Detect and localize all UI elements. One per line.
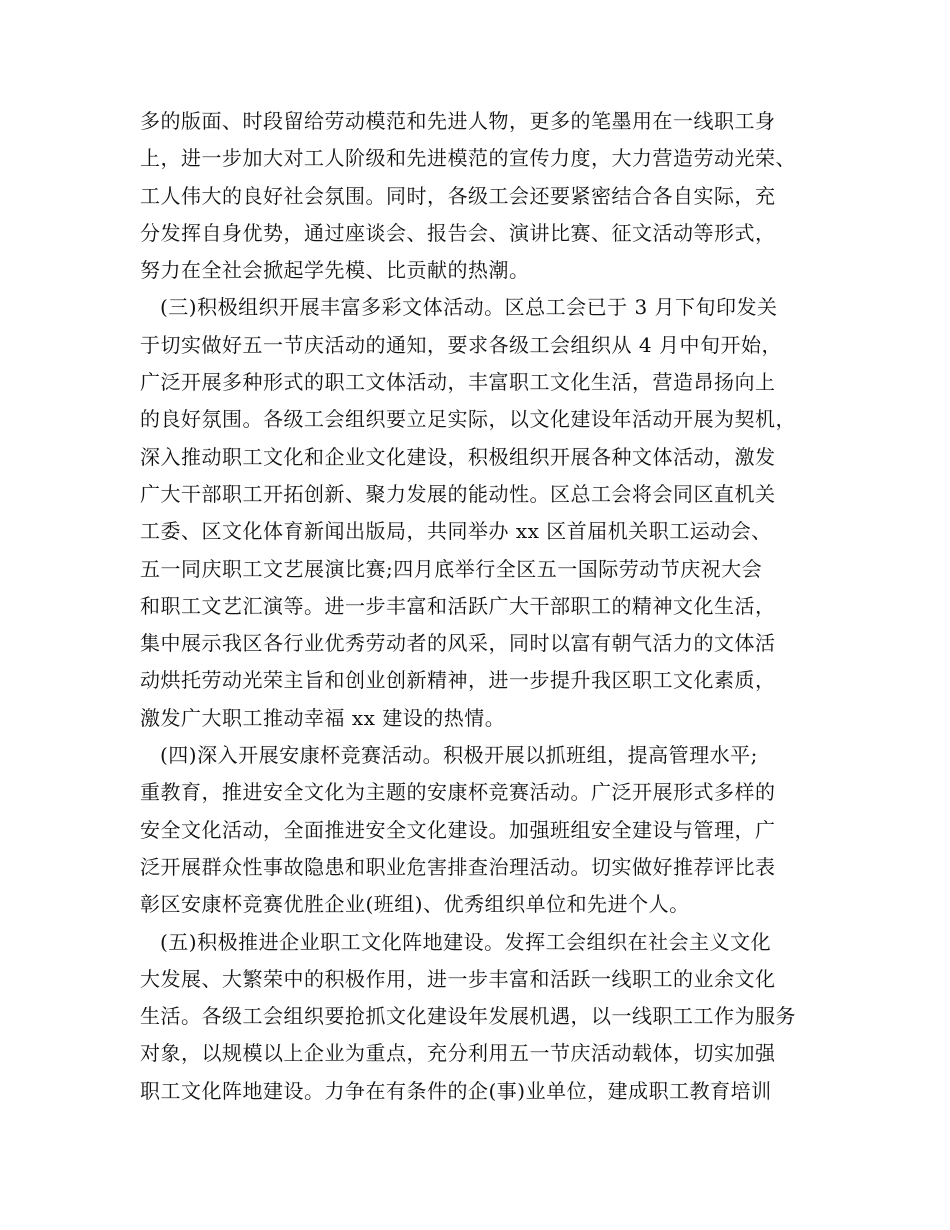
text-line: 和职工文艺汇演等。进一步丰富和活跃广大干部职工的精神文化生活， [140, 593, 776, 618]
text-line: 大发展、大繁荣中的积极作用，进一步丰富和活跃一线职工的业余文化 [140, 966, 776, 991]
text-line: 安全文化活动，全面推进安全文化建设。加强班组安全建设与管理，广 [140, 817, 776, 842]
text-line: 上，进一步加大对工人阶级和先进模范的宣传力度，大力营造劳动光荣、 [140, 146, 796, 171]
text-line: 集中展示我区各行业优秀劳动者的风采，同时以富有朝气活力的文体活 [140, 631, 776, 656]
text-line: 深入推动职工文化和企业文化建设，积极组织开展各种文体活动，激发 [140, 444, 776, 469]
text-line: 的良好氛围。各级工会组织要立足实际，以文化建设年活动开展为契机， [140, 407, 796, 432]
body-text [140, 103, 820, 1110]
section-heading-3: (三)积极组织开展丰富多彩文体活动。区总工会已于 3 月下旬印发关 [160, 295, 778, 320]
text-line: 广泛开展多种形式的职工文体活动，丰富职工文化生活，营造昂扬向上 [140, 370, 776, 395]
section-heading-4: (四)深入开展安康杯竞赛活动。积极开展以抓班组，提高管理水平; [160, 743, 758, 768]
text-line: 努力在全社会掀起学先模、比贡献的热潮。 [140, 258, 530, 283]
text-line: 泛开展群众性事故隐患和职业危害排查治理活动。切实做好推荐评比表 [140, 854, 776, 879]
text-line: 分发挥自身优势，通过座谈会、报告会、演讲比赛、征文活动等形式， [140, 220, 776, 245]
text-line: 动烘托劳动光荣主旨和创业创新精神，进一步提升我区职工文化素质， [140, 668, 776, 693]
text-line: 彰区安康杯竞赛优胜企业(班组)、优秀组织单位和先进个人。 [140, 892, 690, 917]
text-line: 重教育，推进安全文化为主题的安康杯竞赛活动。广泛开展形式多样的 [140, 780, 776, 805]
text-line: 工委、区文化体育新闻出版局，共同举办 xx 区首届机关职工运动会、 [140, 519, 772, 544]
text-line: 多的版面、时段留给劳动模范和先进人物，更多的笔墨用在一线职工身 [140, 109, 776, 133]
text-line: 生活。各级工会组织要抢抓文化建设年发展机遇，以一线职工工作为服务 [140, 1004, 796, 1029]
text-line: 对象，以规模以上企业为重点，充分利用五一节庆活动载体，切实加强 [140, 1041, 776, 1066]
text-line: 职工文化阵地建设。力争在有条件的企(事)业单位，建成职工教育培训 [140, 1078, 772, 1103]
text-line: 广大干部职工开拓创新、聚力发展的能动性。区总工会将会同区直机关 [140, 481, 776, 506]
text-line: 激发广大职工推动幸福 xx 建设的热情。 [140, 705, 506, 730]
text-line: 于切实做好五一节庆活动的通知，要求各级工会组织从 4 月中旬开始， [140, 332, 782, 357]
section-heading-5: (五)积极推进企业职工文化阵地建设。发挥工会组织在社会主义文化 [160, 929, 772, 954]
text-line: 五一同庆职工文艺展演比赛;四月底举行全区五一国际劳动节庆祝大会 [140, 556, 763, 581]
text-line: 工人伟大的良好社会氛围。同时，各级工会还要紧密结合各自实际，充 [140, 183, 776, 208]
